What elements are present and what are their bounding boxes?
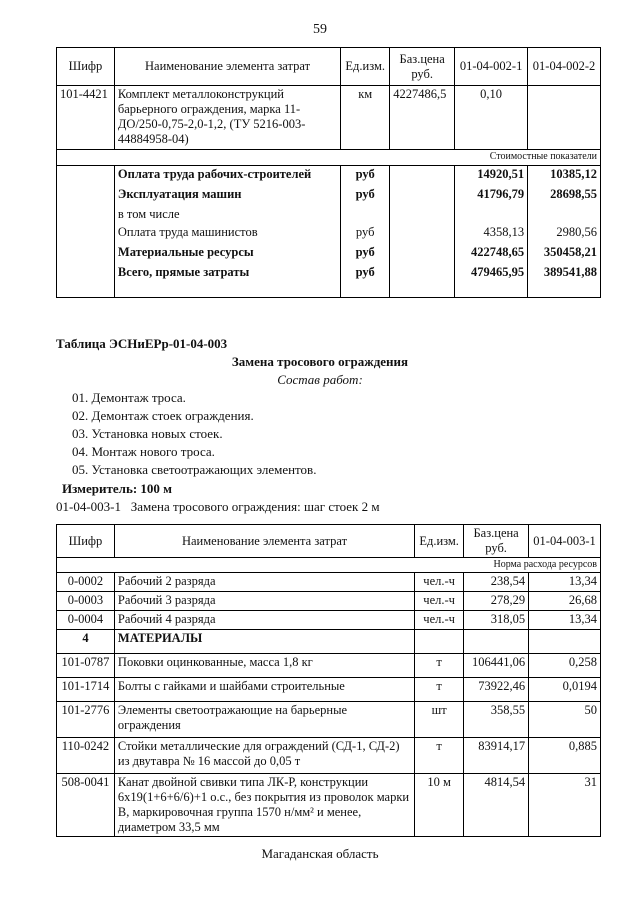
header-col1: 01-04-002-1 bbox=[455, 48, 528, 86]
row-name: Рабочий 3 разряда bbox=[114, 592, 414, 611]
summary-row bbox=[57, 264, 601, 298]
table-row bbox=[57, 654, 601, 678]
materials-label: МАТЕРИАЛЫ bbox=[114, 630, 414, 654]
row-value: 31 bbox=[529, 774, 601, 837]
row-code: 101-0787 bbox=[57, 654, 115, 678]
summary-row bbox=[57, 166, 601, 186]
row-unit: чел.-ч bbox=[415, 592, 464, 611]
work-item: 03. Установка новых стоек. bbox=[72, 426, 223, 441]
row-value: 0,885 bbox=[529, 738, 601, 774]
header-code: Шифр bbox=[57, 525, 115, 558]
row-code: 101-1714 bbox=[57, 678, 115, 702]
composition-title: Состав работ: bbox=[277, 372, 363, 387]
summary-unit: руб bbox=[341, 166, 390, 186]
summary-name: Всего, прямые затраты bbox=[114, 264, 340, 298]
summary-v1: 479465,95 bbox=[455, 264, 528, 298]
row-unit: т bbox=[415, 654, 464, 678]
materials-code: 4 bbox=[57, 630, 115, 654]
row-unit: 10 м bbox=[415, 774, 464, 837]
row-price: 73922,46 bbox=[464, 678, 529, 702]
summary-v2: 2980,56 bbox=[528, 224, 601, 244]
work-item: 01. Демонтаж троса. bbox=[72, 390, 186, 405]
resource-table bbox=[56, 524, 601, 837]
summary-name: Эксплуатация машин bbox=[114, 186, 340, 206]
row-v1: 0,10 bbox=[455, 86, 528, 150]
row-unit: шт bbox=[415, 702, 464, 738]
summary-v1: 422748,65 bbox=[455, 244, 528, 264]
header-col1: 01-04-003-1 bbox=[529, 525, 601, 558]
row-name: Элементы светоотражающие на барьерные ограждения bbox=[114, 702, 414, 738]
summary-row bbox=[57, 244, 601, 264]
table-row bbox=[57, 573, 601, 592]
summary-v2: 389541,88 bbox=[528, 264, 601, 298]
row-price: 4227486,5 bbox=[390, 86, 455, 150]
row-value: 13,34 bbox=[529, 611, 601, 630]
work-item: 04. Монтаж нового троса. bbox=[72, 444, 215, 459]
summary-name: Материальные ресурсы bbox=[114, 244, 340, 264]
row-name: Канат двойной свивки типа ЛК-Р, конструкции 6х19(1+6+6/6)+1 о.с., без покрытия из проволок марки В, маркировочная группа 1570 н/мм² и менее, диаметром 33,5 мм bbox=[114, 774, 414, 837]
summary-row bbox=[57, 186, 601, 206]
header-price: Баз.цена руб. bbox=[464, 525, 529, 558]
header-unit: Ед.изм. bbox=[341, 48, 390, 86]
work-item: 02. Демонтаж стоек ограждения. bbox=[72, 408, 254, 423]
summary-unit: руб bbox=[341, 264, 390, 298]
header-unit: Ед.изм. bbox=[415, 525, 464, 558]
footer-region: Магаданская область bbox=[261, 846, 379, 861]
summary-row bbox=[57, 206, 601, 224]
row-v2 bbox=[528, 86, 601, 150]
row-code: 0-0004 bbox=[57, 611, 115, 630]
row-price: 358,55 bbox=[464, 702, 529, 738]
row-name: Болты с гайками и шайбами строительные bbox=[114, 678, 414, 702]
row-name: Стойки металлические для ограждений (СД-1, СД-2) из двутавра № 16 массой до 0,05 т bbox=[114, 738, 414, 774]
row-code: 508-0041 bbox=[57, 774, 115, 837]
table-title: Таблица ЭСНиЕРр-01-04-003 bbox=[56, 336, 228, 351]
row-price: 83914,17 bbox=[464, 738, 529, 774]
header-price: Баз.цена руб. bbox=[390, 48, 455, 86]
summary-unit: руб bbox=[341, 224, 390, 244]
row-unit: км bbox=[341, 86, 390, 150]
row-name: Комплект металлоконструкций барьерного ограждения, марка 11-ДО/250-0,75-2,0-1,2, (ТУ 5216-003-44884958-04) bbox=[114, 86, 340, 150]
row-unit: чел.-ч bbox=[415, 611, 464, 630]
page-number: 59 bbox=[313, 22, 327, 37]
summary-v1: 14920,51 bbox=[455, 166, 528, 186]
row-name: Рабочий 4 разряда bbox=[114, 611, 414, 630]
work-item: 05. Установка светоотражающих элементов. bbox=[72, 462, 317, 477]
summary-v2: 350458,21 bbox=[528, 244, 601, 264]
row-price: 106441,06 bbox=[464, 654, 529, 678]
measurer: Измеритель: 100 м bbox=[62, 481, 173, 496]
row-value: 26,68 bbox=[529, 592, 601, 611]
row-price: 238,54 bbox=[464, 573, 529, 592]
section-label: Норма расхода ресурсов bbox=[57, 558, 601, 573]
summary-v2: 10385,12 bbox=[528, 166, 601, 186]
header-col2: 01-04-002-2 bbox=[528, 48, 601, 86]
subtitle: 01-04-003-1 Замена тросового ограждения: шаг стоек 2 м bbox=[56, 499, 380, 514]
summary-row bbox=[57, 224, 601, 244]
row-price: 4814,54 bbox=[464, 774, 529, 837]
summary-name: Оплата труда машинистов bbox=[114, 224, 340, 244]
work-title: Замена тросового ограждения bbox=[231, 354, 409, 369]
cost-table bbox=[56, 47, 601, 298]
table-row bbox=[57, 678, 601, 702]
row-code: 0-0002 bbox=[57, 573, 115, 592]
table-row bbox=[57, 592, 601, 611]
table-row bbox=[57, 611, 601, 630]
section-label: Стоимостные показатели bbox=[57, 150, 601, 166]
summary-v2: 28698,55 bbox=[528, 186, 601, 206]
header-name: Наименование элемента затрат bbox=[114, 525, 414, 558]
row-unit: т bbox=[415, 678, 464, 702]
summary-v1: 41796,79 bbox=[455, 186, 528, 206]
header-name: Наименование элемента затрат bbox=[114, 48, 340, 86]
header-code: Шифр bbox=[57, 48, 115, 86]
table-row bbox=[57, 774, 601, 837]
materials-header-row bbox=[57, 630, 601, 654]
row-value: 13,34 bbox=[529, 573, 601, 592]
row-unit: чел.-ч bbox=[415, 573, 464, 592]
row-price: 278,29 bbox=[464, 592, 529, 611]
table-row bbox=[57, 86, 601, 150]
row-value: 0,0194 bbox=[529, 678, 601, 702]
summary-name: Оплата труда рабочих-строителей bbox=[114, 166, 340, 186]
row-price: 318,05 bbox=[464, 611, 529, 630]
table-row bbox=[57, 702, 601, 738]
row-code: 101-2776 bbox=[57, 702, 115, 738]
summary-unit: руб bbox=[341, 186, 390, 206]
row-code: 101-4421 bbox=[57, 86, 115, 150]
row-unit: т bbox=[415, 738, 464, 774]
table-row bbox=[57, 738, 601, 774]
row-name: Поковки оцинкованные, масса 1,8 кг bbox=[114, 654, 414, 678]
row-code: 110-0242 bbox=[57, 738, 115, 774]
row-value: 50 bbox=[529, 702, 601, 738]
row-code: 0-0003 bbox=[57, 592, 115, 611]
row-value: 0,258 bbox=[529, 654, 601, 678]
summary-name: в том числе bbox=[114, 206, 340, 224]
summary-v1: 4358,13 bbox=[455, 224, 528, 244]
row-name: Рабочий 2 разряда bbox=[114, 573, 414, 592]
summary-unit: руб bbox=[341, 244, 390, 264]
